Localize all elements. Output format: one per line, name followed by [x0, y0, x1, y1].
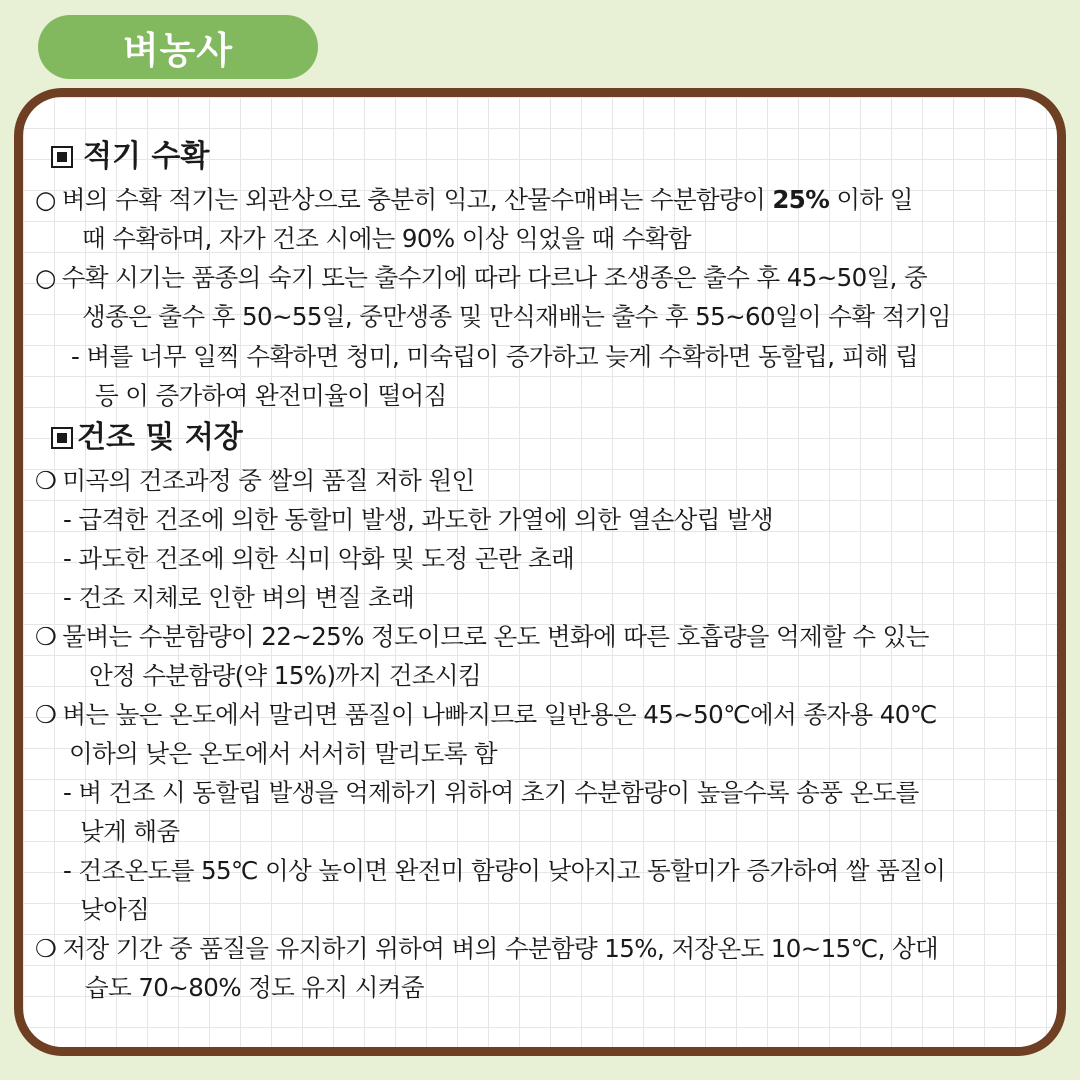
list-item-continued: 이하의 낮은 온도에서 서서히 말리도록 함	[69, 739, 498, 768]
circle-bullet-icon: ○	[35, 263, 56, 292]
sub-item: - 벼 건조 시 동할립 발생을 억제하기 위하여 초기 수분함량이 높을수록 송풍 온도를	[63, 778, 919, 807]
circle-bullet-icon: ❍	[35, 934, 57, 963]
list-item-continued: 습도 70~80% 정도 유지 시켜줌	[85, 973, 424, 1002]
list-item: ○ 수확 시기는 품종의 숙기 또는 출수기에 따라 다르나 조생종은 출수 후 45~50일, 중	[35, 263, 928, 292]
category-badge	[38, 15, 318, 79]
circle-bullet-icon: ❍	[35, 466, 57, 495]
sub-item: - 과도한 건조에 의한 식미 악화 및 도정 곤란 초래	[63, 544, 575, 573]
list-item-continued: 생종은 출수 후 50~55일, 중만생종 및 만식재배는 출수 후 55~60일이 수확 적기임	[82, 302, 951, 331]
checkbox-filled-icon	[51, 427, 73, 449]
list-item: ❍ 물벼는 수분함량이 22~25% 정도이므로 온도 변화에 따른 호흡량을 억제할 수 있는	[35, 622, 929, 651]
sub-item-continued: 낮게 해줌	[80, 817, 180, 846]
checkbox-filled-icon	[51, 146, 73, 168]
list-item: ○ 벼의 수확 적기는 외관상으로 충분히 익고, 산물수매벼는 수분함량이 25% 이하 일	[35, 185, 913, 214]
section-title: 건조 및 저장	[77, 420, 243, 455]
sub-item: - 벼를 너무 일찍 수확하면 청미, 미숙립이 증가하고 늦게 수확하면 동할립, 피해 립	[71, 342, 919, 371]
circle-bullet-icon: ❍	[35, 700, 57, 729]
sub-item-continued: 등 이 증가하여 완전미율이 떨어짐	[95, 381, 447, 410]
list-item: ❍ 벼는 높은 온도에서 말리면 품질이 나빠지므로 일반용은 45~50℃에서 종자용 40℃	[35, 700, 937, 729]
list-item-continued: 때 수확하며, 자가 건조 시에는 90% 이상 익었을 때 수확함	[82, 224, 691, 253]
section-title: 적기 수확	[83, 139, 210, 174]
sub-item-continued: 낮아짐	[80, 895, 150, 924]
circle-bullet-icon: ○	[35, 185, 56, 214]
sub-item: - 건조온도를 55℃ 이상 높이면 완전미 함량이 낮아지고 동할미가 증가하여 쌀 품질이	[63, 856, 946, 885]
content-board	[14, 88, 1066, 1056]
sub-item: - 급격한 건조에 의한 동할미 발생, 과도한 가열에 의한 열손상립 발생	[63, 505, 774, 534]
sub-item: - 건조 지체로 인한 벼의 변질 초래	[63, 583, 415, 612]
category-badge-label: 벼농사	[122, 29, 234, 72]
list-item-continued: 안정 수분함량(약 15%)까지 건조시킴	[89, 661, 482, 690]
list-item: ❍ 미곡의 건조과정 중 쌀의 품질 저하 원인	[35, 466, 475, 495]
list-item: ❍ 저장 기간 중 품질을 유지하기 위하여 벼의 수분함량 15%, 저장온도 10~15℃, 상대	[35, 934, 939, 963]
section-heading-harvest	[51, 139, 209, 175]
circle-bullet-icon: ❍	[35, 622, 57, 651]
section-heading-drying-storage	[51, 420, 243, 456]
